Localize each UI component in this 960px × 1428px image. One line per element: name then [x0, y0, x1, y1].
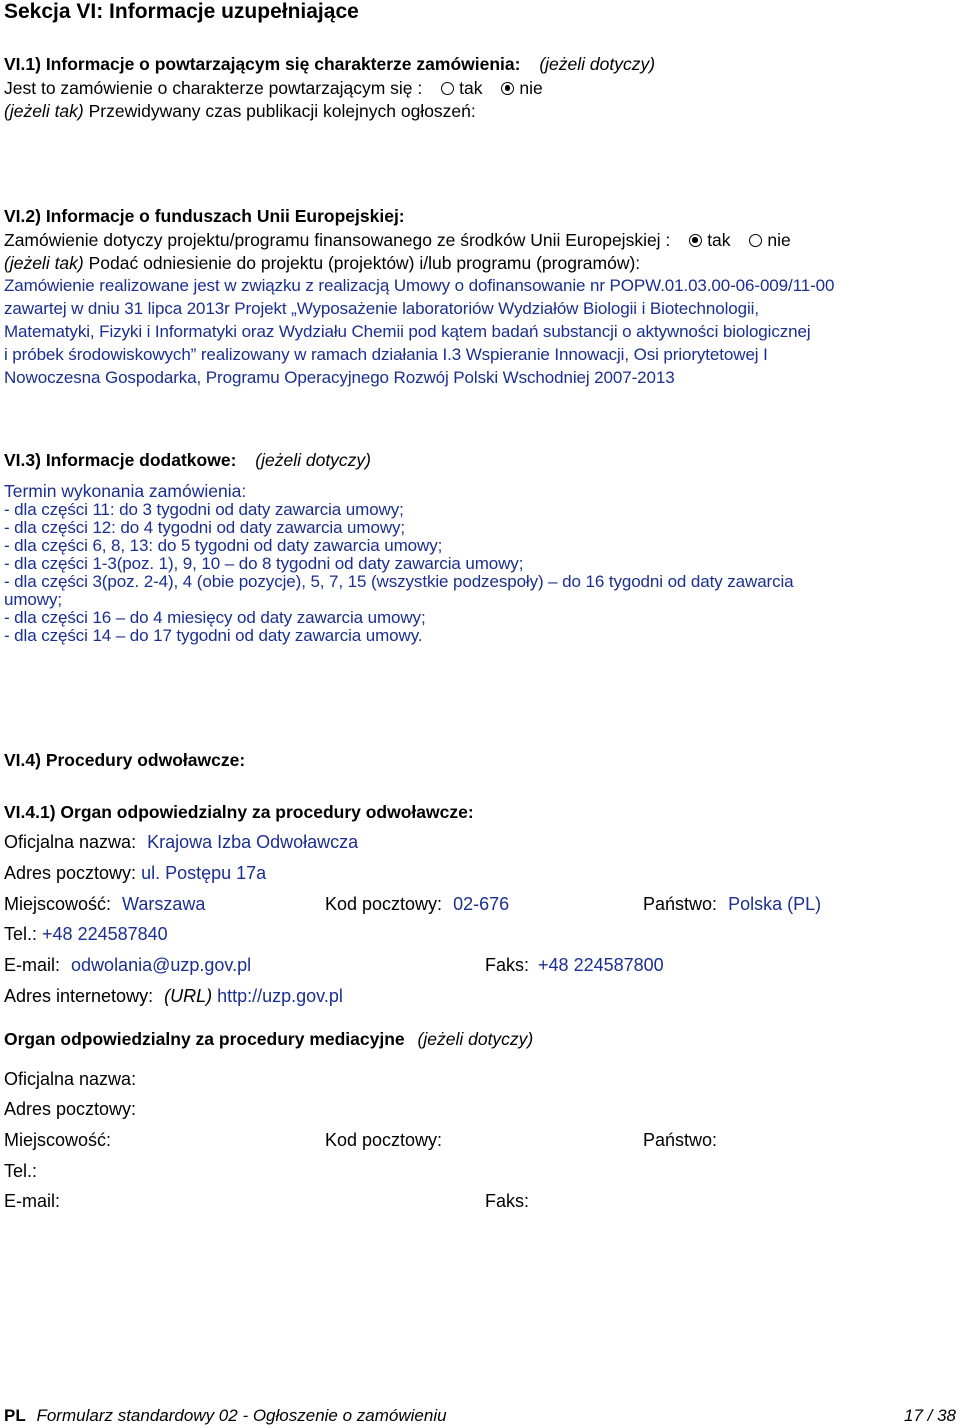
vi1-radio-yes-label: tak [459, 78, 483, 98]
vi3-line: - dla części 6, 8, 13: do 5 tygodni od daty zawarcia umowy; [4, 536, 443, 555]
fax-label: Faks: [485, 955, 530, 975]
vi1-question: Jest to zamówienie o charakterze powtarzającym się : [4, 78, 423, 98]
mediation-heading-row [4, 1028, 533, 1050]
appeal-web-row [4, 986, 944, 1007]
phone-label: Tel.: [4, 924, 38, 944]
city-label: Miejscowość: [4, 1130, 112, 1150]
vi1-radio-yes[interactable] [441, 78, 482, 98]
postal-code-label: Kod pocztowy: [325, 894, 443, 914]
vi1-heading-note: (jeżeli dotyczy) [539, 54, 656, 74]
vi2-answer-line: i próbek środowiskowych” realizowany w ramach działania I.3 Wspieranie Innowacji, Osi priorytetowej I [4, 345, 768, 364]
vi1-question-row [4, 77, 543, 99]
appeal-postal-address-row [4, 863, 944, 884]
city-value: Warszawa [122, 894, 206, 914]
postal-address-value: ul. Postępu 17a [141, 863, 267, 883]
radio-unchecked-icon [749, 234, 762, 247]
footer-form-name: Formularz standardowy 02 - Ogłoszenie o zamówieniu [36, 1406, 447, 1425]
country-label: Państwo: [643, 1130, 718, 1150]
vi2-answer-line: Nowoczesna Gospodarka, Programu Operacyjnego Rozwój Polski Wschodniej 2007-2013 [4, 368, 675, 387]
vi3-line: - dla części 14 – do 17 tygodni od daty zawarcia umowy. [4, 626, 423, 645]
vi2-radio-no-label: nie [767, 230, 791, 250]
email-label: E-mail: [4, 955, 61, 975]
web-address-value[interactable]: http://uzp.gov.pl [217, 986, 343, 1006]
vi1-followup-prefix: (jeżeli tak) [4, 101, 84, 121]
mediation-email-row [4, 1191, 944, 1212]
footer-page-number: 17 / 38 [904, 1406, 956, 1425]
country-label: Państwo: [643, 894, 718, 914]
vi2-heading: VI.2) Informacje o funduszach Unii Europejskiej: [4, 206, 405, 226]
section-title: Sekcja VI: Informacje uzupełniające [4, 0, 359, 23]
vi1-followup-row [4, 100, 476, 122]
fax-value: +48 224587800 [538, 955, 664, 975]
vi2-radio-yes-label: tak [707, 230, 731, 250]
vi3-heading: VI.3) Informacje dodatkowe: [4, 450, 237, 470]
web-address-label: Adres internetowy: [4, 986, 154, 1006]
vi3-line: - dla części 3(poz. 2-4), 4 (obie pozycje), 5, 7, 15 (wszystkie podzespoły) – do 16 tygodni od daty zawarcia [4, 572, 794, 591]
vi2-followup-prefix: (jeżeli tak) [4, 253, 84, 273]
email-label: E-mail: [4, 1191, 61, 1211]
vi2-followup-row [4, 252, 640, 274]
postal-address-label: Adres pocztowy: [4, 1099, 137, 1119]
vi1-radio-no[interactable] [501, 78, 542, 98]
url-note: (URL) [164, 986, 213, 1006]
vi2-radio-yes[interactable] [689, 230, 730, 250]
postal-code-label: Kod pocztowy: [325, 1130, 443, 1150]
official-name-label: Oficjalna nazwa: [4, 832, 137, 852]
radio-checked-icon [689, 234, 702, 247]
vi3-line: - dla części 12: do 4 tygodni od daty zawarcia umowy; [4, 518, 406, 537]
appeal-city-row [4, 894, 944, 915]
appeal-email-row [4, 955, 944, 976]
vi1-heading: VI.1) Informacje o powtarzającym się charakterze zamówienia: [4, 54, 521, 74]
postal-address-label: Adres pocztowy: [4, 863, 137, 883]
vi3-heading-row [4, 449, 371, 471]
phone-value: +48 224587840 [42, 924, 168, 944]
vi41-heading: VI.4.1) Organ odpowiedzialny za procedury odwoławcze: [4, 802, 474, 822]
mediation-postal-address-row [4, 1099, 944, 1120]
vi1-radio-no-label: nie [519, 78, 543, 98]
mediation-city-row [4, 1130, 944, 1151]
vi2-answer-line: zawartej w dniu 31 lipca 2013r Projekt „Wyposażenie laboratoriów Wydziałów Biologii i Biotechnologii, [4, 299, 759, 318]
mediation-heading-note: (jeżeli dotyczy) [417, 1029, 534, 1049]
mediation-official-name-row [4, 1069, 944, 1090]
mediation-phone-row [4, 1161, 944, 1182]
vi3-line: - dla części 16 – do 4 miesięcy od daty zawarcia umowy; [4, 608, 426, 627]
official-name-label: Oficjalna nazwa: [4, 1069, 137, 1089]
vi1-heading-row [4, 53, 655, 75]
radio-checked-icon [501, 82, 514, 95]
vi4-heading: VI.4) Procedury odwoławcze: [4, 750, 246, 770]
vi3-line: Termin wykonania zamówienia: [4, 481, 247, 501]
official-name-value: Krajowa Izba Odwoławcza [147, 832, 359, 852]
vi2-answer-line: Zamówienie realizowane jest w związku z realizacją Umowy o dofinansowanie nr POPW.01.03.00-06-009/11-00 [4, 276, 835, 295]
email-value[interactable]: odwolania@uzp.gov.pl [71, 955, 252, 975]
vi2-followup-text: Podać odniesienie do projektu (projektów) i/lub programu (programów): [88, 253, 641, 273]
phone-label: Tel.: [4, 1161, 38, 1181]
fax-label: Faks: [485, 1191, 530, 1211]
postal-code-value: 02-676 [453, 894, 510, 914]
vi3-line: umowy; [4, 590, 62, 609]
radio-unchecked-icon [441, 82, 454, 95]
vi2-question-row [4, 229, 791, 251]
vi3-line: - dla części 11: do 3 tygodni od daty zawarcia umowy; [4, 500, 404, 519]
vi2-question: Zamówienie dotyczy projektu/programu finansowanego ze środków Unii Europejskiej : [4, 230, 671, 250]
vi2-answer-line: Matematyki, Fizyki i Informatyki oraz Wydziału Chemii pod kątem badań substancji o aktywności biologicznej [4, 322, 811, 341]
page-footer [4, 1406, 956, 1426]
appeal-official-name-row [4, 832, 944, 853]
mediation-heading: Organ odpowiedzialny za procedury mediacyjne [4, 1029, 405, 1049]
footer-lang: PL [4, 1406, 26, 1425]
vi2-radio-no[interactable] [749, 230, 790, 250]
appeal-phone-row [4, 924, 944, 945]
vi1-followup-text: Przewidywany czas publikacji kolejnych ogłoszeń: [88, 101, 476, 121]
city-label: Miejscowość: [4, 894, 112, 914]
vi3-heading-note: (jeżeli dotyczy) [255, 450, 372, 470]
country-value: Polska (PL) [728, 894, 822, 914]
vi3-line: - dla części 1-3(poz. 1), 9, 10 – do 8 tygodni od daty zawarcia umowy; [4, 554, 524, 573]
